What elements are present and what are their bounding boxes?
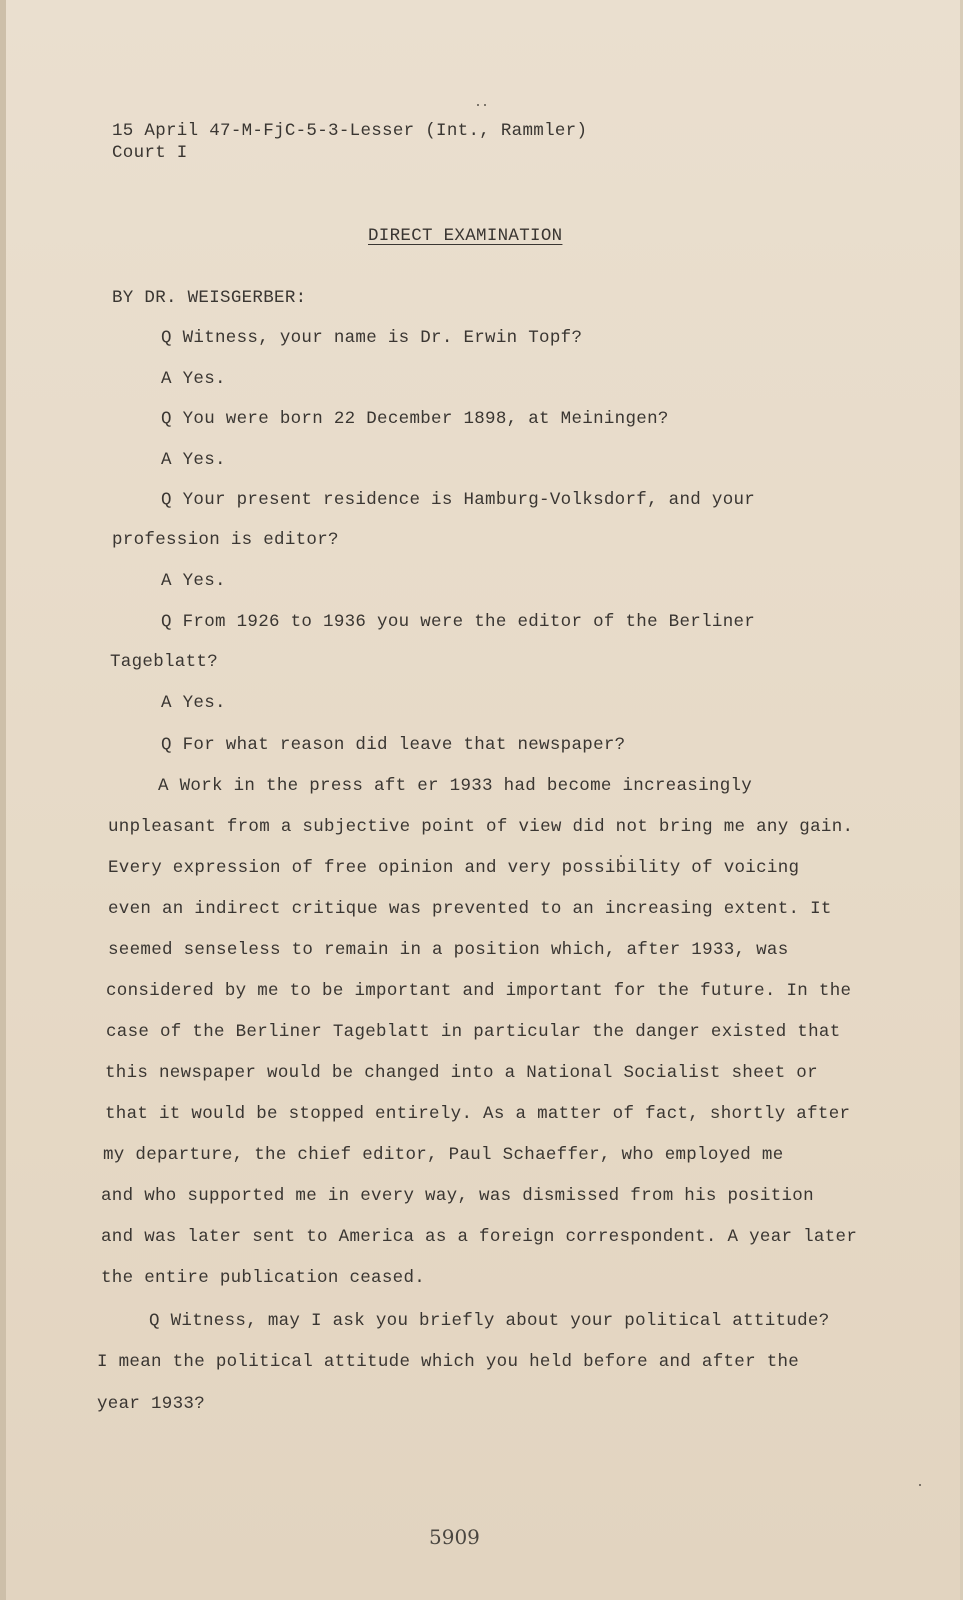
section-heading: DIRECT EXAMINATION xyxy=(368,226,563,246)
transcript-line: even an indirect critique was prevented to an increasing extent. It xyxy=(108,899,832,919)
examiner-label: BY DR. WEISGERBER: xyxy=(112,288,307,308)
transcript-line: Tageblatt? xyxy=(110,652,219,672)
transcript-line: the entire publication ceased. xyxy=(101,1268,426,1288)
paper-speck xyxy=(477,104,479,106)
transcript-line: profession is editor? xyxy=(112,530,339,550)
transcript-line: seemed senseless to remain in a position which, after 1933, was xyxy=(108,940,789,960)
transcript-line: Q From 1926 to 1936 you were the editor of the Berliner xyxy=(161,612,756,632)
paper-speck xyxy=(620,855,622,857)
transcript-line: unpleasant from a subjective point of view did not bring me any gain. xyxy=(108,817,854,837)
transcript-line: I mean the political attitude which you held before and after the xyxy=(97,1352,800,1372)
transcript-line: A Work in the press aft er 1933 had become increasingly xyxy=(158,776,753,796)
transcript-line: considered by me to be important and important for the future. In the xyxy=(106,981,852,1001)
transcript-line: A Yes. xyxy=(161,450,226,470)
transcript-line: that it would be stopped entirely. As a matter of fact, shortly after xyxy=(105,1104,851,1124)
transcript-line: A Yes. xyxy=(161,693,226,713)
transcript-line: this newspaper would be changed into a National Socialist sheet or xyxy=(105,1063,818,1083)
transcript-line: Q Your present residence is Hamburg-Volksdorf, and your xyxy=(161,490,756,510)
transcript-line: Q You were born 22 December 1898, at Meiningen? xyxy=(161,409,669,429)
paper-speck xyxy=(919,1484,921,1486)
header-case-line: 15 April 47-M-FjC-5-3-Lesser (Int., Rammler) xyxy=(112,121,588,141)
transcript-line: and was later sent to America as a foreign correspondent. A year later xyxy=(101,1227,858,1247)
transcript-line: Q For what reason did leave that newspaper? xyxy=(161,735,626,755)
page-number: 5909 xyxy=(429,1525,480,1549)
transcript-line: Q Witness, your name is Dr. Erwin Topf? xyxy=(161,328,583,348)
header-court-line: Court I xyxy=(112,143,188,163)
paper-speck xyxy=(484,104,486,106)
transcript-line: Q Witness, may I ask you briefly about your political attitude? xyxy=(149,1311,830,1331)
transcript-line: and who supported me in every way, was dismissed from his position xyxy=(101,1186,814,1206)
transcript-line: Every expression of free opinion and very possibility of voicing xyxy=(108,858,800,878)
transcript-line: A Yes. xyxy=(161,571,226,591)
transcript-line: my departure, the chief editor, Paul Schaeffer, who employed me xyxy=(103,1145,784,1165)
transcript-line: A Yes. xyxy=(161,369,226,389)
transcript-line: year 1933? xyxy=(97,1394,206,1414)
transcript-line: case of the Berliner Tageblatt in particular the danger existed that xyxy=(106,1022,841,1042)
